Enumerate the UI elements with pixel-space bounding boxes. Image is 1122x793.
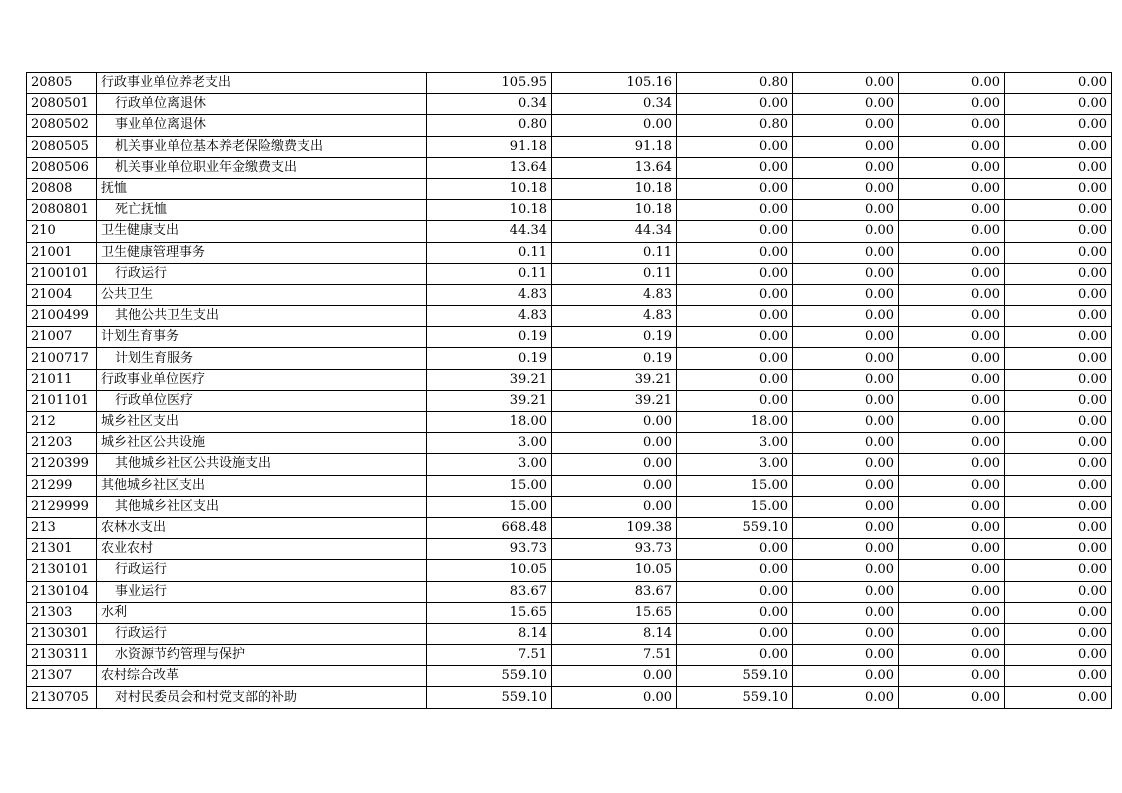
- amount-cell: 0.00: [793, 666, 899, 687]
- budget-table-sheet: [26, 72, 1112, 709]
- table-row: [27, 687, 1112, 708]
- amount-cell: 0.00: [552, 454, 677, 475]
- table-row: [27, 539, 1112, 560]
- amount-cell: 0.11: [427, 263, 552, 284]
- subject-code-cell: 2100499: [27, 306, 97, 327]
- table-row: [27, 666, 1112, 687]
- subject-code-cell: 20808: [27, 178, 97, 199]
- subject-code-cell: 2080506: [27, 157, 97, 178]
- subject-name-cell: 死亡抚恤: [97, 200, 427, 221]
- amount-cell: 0.00: [899, 200, 1005, 221]
- amount-cell: 0.00: [899, 178, 1005, 199]
- subject-name-cell: 卫生健康管理事务: [97, 242, 427, 263]
- amount-cell: 0.00: [793, 412, 899, 433]
- subject-code-cell: 2130101: [27, 560, 97, 581]
- subject-code-cell: 2130311: [27, 645, 97, 666]
- amount-cell: 0.00: [793, 645, 899, 666]
- subject-name-cell: 其他城乡社区支出: [97, 475, 427, 496]
- amount-cell: 15.00: [427, 475, 552, 496]
- amount-cell: 0.00: [899, 454, 1005, 475]
- amount-cell: 39.21: [427, 369, 552, 390]
- amount-cell: 0.00: [793, 475, 899, 496]
- amount-cell: 0.80: [677, 115, 793, 136]
- amount-cell: 0.00: [1005, 412, 1112, 433]
- table-row: [27, 560, 1112, 581]
- amount-cell: 0.00: [1005, 200, 1112, 221]
- amount-cell: 0.80: [677, 73, 793, 94]
- subject-code-cell: 210: [27, 221, 97, 242]
- subject-name-cell: 行政事业单位养老支出: [97, 73, 427, 94]
- subject-name-cell: 其他公共卫生支出: [97, 306, 427, 327]
- table-row: [27, 623, 1112, 644]
- amount-cell: 10.05: [552, 560, 677, 581]
- amount-cell: 0.34: [552, 94, 677, 115]
- amount-cell: 0.00: [1005, 645, 1112, 666]
- amount-cell: 0.00: [899, 539, 1005, 560]
- amount-cell: 0.00: [793, 115, 899, 136]
- amount-cell: 0.34: [427, 94, 552, 115]
- amount-cell: 0.00: [1005, 539, 1112, 560]
- amount-cell: 559.10: [427, 687, 552, 708]
- subject-code-cell: 21203: [27, 433, 97, 454]
- amount-cell: 15.00: [677, 496, 793, 517]
- amount-cell: 0.00: [677, 178, 793, 199]
- amount-cell: 0.00: [793, 517, 899, 538]
- amount-cell: 0.00: [793, 327, 899, 348]
- amount-cell: 7.51: [552, 645, 677, 666]
- amount-cell: 39.21: [427, 390, 552, 411]
- amount-cell: 0.00: [899, 221, 1005, 242]
- amount-cell: 0.00: [552, 412, 677, 433]
- amount-cell: 0.00: [793, 390, 899, 411]
- subject-name-cell: 农林水支出: [97, 517, 427, 538]
- amount-cell: 0.00: [793, 369, 899, 390]
- amount-cell: 0.00: [793, 539, 899, 560]
- budget-expenditure-table: [26, 72, 1112, 709]
- amount-cell: 0.00: [793, 94, 899, 115]
- amount-cell: 0.19: [552, 348, 677, 369]
- subject-code-cell: 2130705: [27, 687, 97, 708]
- table-row: [27, 369, 1112, 390]
- amount-cell: 0.00: [1005, 94, 1112, 115]
- amount-cell: 0.00: [677, 221, 793, 242]
- subject-name-cell: 计划生育服务: [97, 348, 427, 369]
- table-row: [27, 645, 1112, 666]
- amount-cell: 0.00: [1005, 369, 1112, 390]
- amount-cell: 0.00: [1005, 581, 1112, 602]
- amount-cell: 0.00: [552, 433, 677, 454]
- amount-cell: 13.64: [427, 157, 552, 178]
- subject-name-cell: 行政单位医疗: [97, 390, 427, 411]
- amount-cell: 105.16: [552, 73, 677, 94]
- amount-cell: 93.73: [552, 539, 677, 560]
- amount-cell: 0.00: [793, 136, 899, 157]
- amount-cell: 0.00: [1005, 454, 1112, 475]
- amount-cell: 0.00: [1005, 560, 1112, 581]
- amount-cell: 0.00: [677, 623, 793, 644]
- amount-cell: 0.00: [899, 157, 1005, 178]
- amount-cell: 0.00: [1005, 306, 1112, 327]
- subject-name-cell: 事业运行: [97, 581, 427, 602]
- subject-name-cell: 机关事业单位基本养老保险缴费支出: [97, 136, 427, 157]
- amount-cell: 13.64: [552, 157, 677, 178]
- amount-cell: 93.73: [427, 539, 552, 560]
- table-row: [27, 433, 1112, 454]
- amount-cell: 0.00: [677, 348, 793, 369]
- amount-cell: 0.00: [793, 560, 899, 581]
- subject-name-cell: 对村民委员会和村党支部的补助: [97, 687, 427, 708]
- subject-name-cell: 农村综合改革: [97, 666, 427, 687]
- subject-code-cell: 2129999: [27, 496, 97, 517]
- amount-cell: 0.00: [899, 623, 1005, 644]
- amount-cell: 0.00: [677, 390, 793, 411]
- amount-cell: 0.19: [552, 327, 677, 348]
- amount-cell: 0.00: [1005, 157, 1112, 178]
- amount-cell: 0.00: [1005, 221, 1112, 242]
- amount-cell: 0.00: [1005, 136, 1112, 157]
- amount-cell: 0.11: [427, 242, 552, 263]
- amount-cell: 0.00: [552, 115, 677, 136]
- amount-cell: 83.67: [427, 581, 552, 602]
- amount-cell: 0.00: [793, 263, 899, 284]
- table-row: [27, 242, 1112, 263]
- amount-cell: 0.80: [427, 115, 552, 136]
- amount-cell: 559.10: [677, 517, 793, 538]
- amount-cell: 10.05: [427, 560, 552, 581]
- subject-name-cell: 计划生育事务: [97, 327, 427, 348]
- subject-name-cell: 水利: [97, 602, 427, 623]
- amount-cell: 8.14: [427, 623, 552, 644]
- table-row: [27, 496, 1112, 517]
- amount-cell: 0.00: [899, 475, 1005, 496]
- subject-name-cell: 卫生健康支出: [97, 221, 427, 242]
- amount-cell: 0.00: [793, 306, 899, 327]
- amount-cell: 0.00: [677, 369, 793, 390]
- subject-name-cell: 其他城乡社区支出: [97, 496, 427, 517]
- subject-name-cell: 其他城乡社区公共设施支出: [97, 454, 427, 475]
- amount-cell: 0.00: [677, 94, 793, 115]
- subject-code-cell: 2120399: [27, 454, 97, 475]
- amount-cell: 0.00: [1005, 348, 1112, 369]
- amount-cell: 0.00: [1005, 517, 1112, 538]
- amount-cell: 0.00: [899, 284, 1005, 305]
- table-row: [27, 306, 1112, 327]
- amount-cell: 0.00: [899, 136, 1005, 157]
- table-row: [27, 136, 1112, 157]
- amount-cell: 44.34: [552, 221, 677, 242]
- amount-cell: 0.00: [793, 623, 899, 644]
- amount-cell: 0.00: [899, 369, 1005, 390]
- amount-cell: 0.00: [793, 687, 899, 708]
- amount-cell: 15.00: [427, 496, 552, 517]
- amount-cell: 0.00: [793, 157, 899, 178]
- amount-cell: 0.00: [899, 645, 1005, 666]
- amount-cell: 0.00: [1005, 115, 1112, 136]
- amount-cell: 0.00: [1005, 327, 1112, 348]
- amount-cell: 0.00: [899, 666, 1005, 687]
- amount-cell: 0.00: [899, 412, 1005, 433]
- amount-cell: 0.00: [899, 306, 1005, 327]
- subject-code-cell: 21007: [27, 327, 97, 348]
- amount-cell: 0.00: [1005, 263, 1112, 284]
- amount-cell: 0.00: [899, 242, 1005, 263]
- amount-cell: 3.00: [427, 433, 552, 454]
- subject-code-cell: 2080801: [27, 200, 97, 221]
- amount-cell: 44.34: [427, 221, 552, 242]
- subject-name-cell: 事业单位离退休: [97, 115, 427, 136]
- amount-cell: 4.83: [427, 284, 552, 305]
- amount-cell: 0.00: [899, 581, 1005, 602]
- subject-name-cell: 城乡社区支出: [97, 412, 427, 433]
- table-body: [27, 73, 1112, 709]
- amount-cell: 0.00: [899, 94, 1005, 115]
- amount-cell: 39.21: [552, 390, 677, 411]
- amount-cell: 0.00: [1005, 284, 1112, 305]
- amount-cell: 0.00: [1005, 496, 1112, 517]
- amount-cell: 0.11: [552, 242, 677, 263]
- amount-cell: 15.65: [427, 602, 552, 623]
- amount-cell: 559.10: [677, 666, 793, 687]
- amount-cell: 0.00: [677, 539, 793, 560]
- amount-cell: 10.18: [552, 178, 677, 199]
- amount-cell: 83.67: [552, 581, 677, 602]
- amount-cell: 18.00: [677, 412, 793, 433]
- amount-cell: 0.00: [677, 645, 793, 666]
- subject-code-cell: 20805: [27, 73, 97, 94]
- amount-cell: 0.00: [899, 73, 1005, 94]
- amount-cell: 0.00: [793, 581, 899, 602]
- amount-cell: 0.00: [899, 115, 1005, 136]
- amount-cell: 0.19: [427, 327, 552, 348]
- subject-code-cell: 21303: [27, 602, 97, 623]
- amount-cell: 0.00: [552, 687, 677, 708]
- subject-code-cell: 21001: [27, 242, 97, 263]
- amount-cell: 559.10: [677, 687, 793, 708]
- subject-code-cell: 2130301: [27, 623, 97, 644]
- amount-cell: 15.65: [552, 602, 677, 623]
- table-row: [27, 581, 1112, 602]
- subject-name-cell: 机关事业单位职业年金缴费支出: [97, 157, 427, 178]
- amount-cell: 8.14: [552, 623, 677, 644]
- table-row: [27, 602, 1112, 623]
- amount-cell: 4.83: [552, 306, 677, 327]
- amount-cell: 0.00: [793, 221, 899, 242]
- amount-cell: 3.00: [677, 454, 793, 475]
- amount-cell: 0.00: [899, 687, 1005, 708]
- table-row: [27, 412, 1112, 433]
- amount-cell: 0.00: [677, 327, 793, 348]
- subject-code-cell: 212: [27, 412, 97, 433]
- subject-name-cell: 行政运行: [97, 263, 427, 284]
- table-row: [27, 157, 1112, 178]
- amount-cell: 0.00: [899, 348, 1005, 369]
- amount-cell: 0.00: [1005, 433, 1112, 454]
- table-row: [27, 200, 1112, 221]
- subject-name-cell: 行政事业单位医疗: [97, 369, 427, 390]
- amount-cell: 0.00: [677, 200, 793, 221]
- subject-code-cell: 21307: [27, 666, 97, 687]
- amount-cell: 91.18: [552, 136, 677, 157]
- subject-code-cell: 21299: [27, 475, 97, 496]
- subject-code-cell: 2130104: [27, 581, 97, 602]
- amount-cell: 0.00: [793, 348, 899, 369]
- amount-cell: 0.00: [899, 263, 1005, 284]
- amount-cell: 105.95: [427, 73, 552, 94]
- amount-cell: 10.18: [427, 178, 552, 199]
- amount-cell: 0.00: [677, 136, 793, 157]
- subject-code-cell: 2100101: [27, 263, 97, 284]
- subject-code-cell: 2080501: [27, 94, 97, 115]
- amount-cell: 0.00: [1005, 242, 1112, 263]
- amount-cell: 0.00: [1005, 73, 1112, 94]
- amount-cell: 7.51: [427, 645, 552, 666]
- table-row: [27, 221, 1112, 242]
- amount-cell: 0.00: [793, 454, 899, 475]
- amount-cell: 4.83: [427, 306, 552, 327]
- table-row: [27, 454, 1112, 475]
- amount-cell: 109.38: [552, 517, 677, 538]
- amount-cell: 0.00: [899, 602, 1005, 623]
- subject-name-cell: 行政运行: [97, 623, 427, 644]
- subject-name-cell: 公共卫生: [97, 284, 427, 305]
- table-row: [27, 263, 1112, 284]
- table-row: [27, 390, 1112, 411]
- amount-cell: 0.00: [793, 178, 899, 199]
- table-row: [27, 94, 1112, 115]
- amount-cell: 0.00: [677, 242, 793, 263]
- subject-name-cell: 水资源节约管理与保护: [97, 645, 427, 666]
- subject-code-cell: 2080505: [27, 136, 97, 157]
- subject-code-cell: 213: [27, 517, 97, 538]
- amount-cell: 0.00: [899, 433, 1005, 454]
- subject-code-cell: 21004: [27, 284, 97, 305]
- amount-cell: 0.00: [1005, 666, 1112, 687]
- amount-cell: 3.00: [427, 454, 552, 475]
- amount-cell: 3.00: [677, 433, 793, 454]
- amount-cell: 0.00: [1005, 602, 1112, 623]
- subject-code-cell: 2080502: [27, 115, 97, 136]
- table-row: [27, 475, 1112, 496]
- subject-code-cell: 21011: [27, 369, 97, 390]
- table-row: [27, 178, 1112, 199]
- amount-cell: 0.00: [899, 496, 1005, 517]
- amount-cell: 0.00: [793, 433, 899, 454]
- amount-cell: 0.00: [1005, 687, 1112, 708]
- amount-cell: 15.00: [677, 475, 793, 496]
- amount-cell: 0.00: [899, 560, 1005, 581]
- amount-cell: 668.48: [427, 517, 552, 538]
- amount-cell: 0.00: [1005, 623, 1112, 644]
- subject-name-cell: 行政运行: [97, 560, 427, 581]
- amount-cell: 0.00: [677, 306, 793, 327]
- amount-cell: 0.11: [552, 263, 677, 284]
- subject-name-cell: 抚恤: [97, 178, 427, 199]
- subject-code-cell: 2101101: [27, 390, 97, 411]
- amount-cell: 4.83: [552, 284, 677, 305]
- subject-code-cell: 21301: [27, 539, 97, 560]
- subject-name-cell: 农业农村: [97, 539, 427, 560]
- amount-cell: 0.00: [552, 666, 677, 687]
- amount-cell: 0.00: [899, 517, 1005, 538]
- amount-cell: 91.18: [427, 136, 552, 157]
- subject-name-cell: 行政单位离退休: [97, 94, 427, 115]
- amount-cell: 0.00: [677, 602, 793, 623]
- subject-code-cell: 2100717: [27, 348, 97, 369]
- amount-cell: 39.21: [552, 369, 677, 390]
- table-row: [27, 73, 1112, 94]
- table-row: [27, 327, 1112, 348]
- table-row: [27, 284, 1112, 305]
- amount-cell: 0.00: [793, 200, 899, 221]
- amount-cell: 0.00: [793, 284, 899, 305]
- amount-cell: 0.00: [793, 73, 899, 94]
- amount-cell: 10.18: [427, 200, 552, 221]
- amount-cell: 0.00: [793, 602, 899, 623]
- subject-name-cell: 城乡社区公共设施: [97, 433, 427, 454]
- table-row: [27, 517, 1112, 538]
- amount-cell: 0.00: [1005, 475, 1112, 496]
- amount-cell: 0.00: [1005, 178, 1112, 199]
- amount-cell: 0.00: [552, 475, 677, 496]
- amount-cell: 0.00: [899, 390, 1005, 411]
- amount-cell: 18.00: [427, 412, 552, 433]
- amount-cell: 0.00: [552, 496, 677, 517]
- amount-cell: 0.00: [677, 263, 793, 284]
- amount-cell: 0.00: [677, 581, 793, 602]
- amount-cell: 0.00: [793, 242, 899, 263]
- amount-cell: 0.00: [677, 157, 793, 178]
- table-row: [27, 115, 1112, 136]
- amount-cell: 0.00: [1005, 390, 1112, 411]
- amount-cell: 0.00: [677, 284, 793, 305]
- amount-cell: 0.00: [899, 327, 1005, 348]
- amount-cell: 0.00: [677, 560, 793, 581]
- amount-cell: 10.18: [552, 200, 677, 221]
- amount-cell: 0.00: [793, 496, 899, 517]
- amount-cell: 559.10: [427, 666, 552, 687]
- table-row: [27, 348, 1112, 369]
- amount-cell: 0.19: [427, 348, 552, 369]
